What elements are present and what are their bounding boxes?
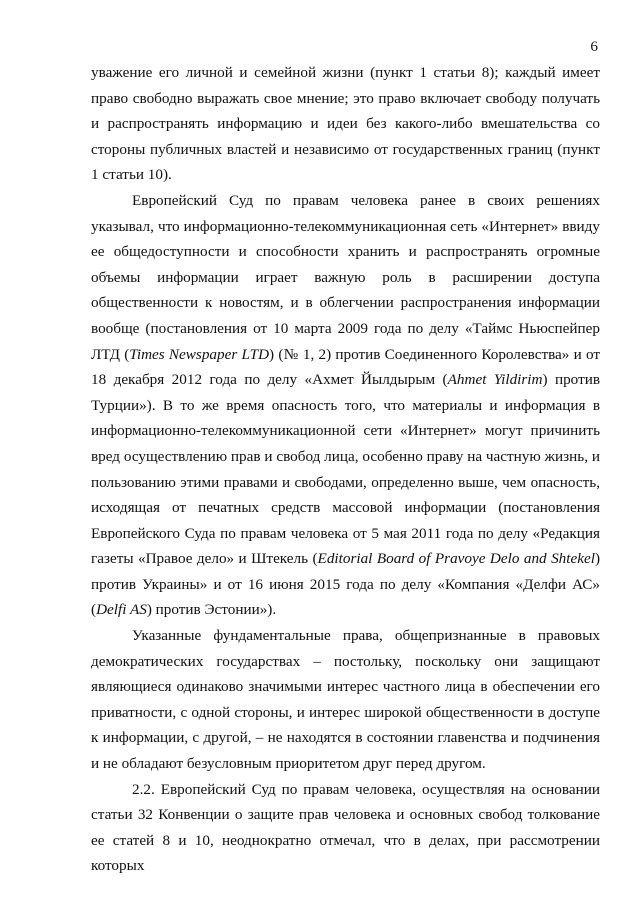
italic-text: Editorial Board of Pravoye Delo and Shtekel [317, 550, 595, 568]
italic-text: Ahmet Yildirim [447, 371, 543, 389]
page-number: 6 [590, 38, 598, 55]
text-run: уважение его личной и семейной жизни (пункт 1 статьи 8); каждый имеет право свободно выражать свое мнение; это право включает свободу получать и распространять информацию и идеи без какого-либо вмешательства со стороны публичных властей и независимо от государственных границ (пункт 1 статьи 10). [91, 64, 600, 184]
paragraph [91, 60, 600, 188]
text-run: ) (№ 1, 2) против Соединенного Королевства» и от 18 декабря 2012 года по делу «Ахмет Йылдырым ( [91, 345, 600, 389]
text-run: 2.2. Европейский Суд по правам человека, осуществляя на основании статьи 32 Конвенции о защите прав человека и основных свобод толкование ее статей 8 и 10, неоднократно отмечал, что в делах, при рассмотрении которых [91, 780, 600, 875]
text-run: ) против Украины» и от 16 июня 2015 года по делу «Компания «Делфи АС» ( [91, 550, 600, 619]
document-body [91, 60, 600, 879]
text-run: Европейский Суд по правам человека ранее в своих решениях указывал, что информационно-телекоммуникационная сеть «Интернет» ввиду ее общедоступности и способности хранить и распространять огромные объемы информации играет важную роль в расширении доступа общественности к новостям, и в облегчении распространения информации вообще (постановления от 10 марта 2009 года по делу «Таймс Ньюспейпер ЛТД ( [91, 191, 600, 363]
paragraph [91, 777, 600, 879]
paragraph [91, 623, 600, 777]
text-run: Указанные фундаментальные права, общепризнанные в правовых демократических государствах – постольку, поскольку они защищают являющиеся одинаково значимыми интерес частного лица в обеспечении его приватности, с одной стороны, и интерес широкой общественности в доступе к информации, с другой, – не находятся в состоянии главенства и подчинения и не обладают безусловным приоритетом друг перед другом. [91, 627, 600, 773]
text-run: ) против Турции»). В то же время опасность того, что материалы и информация в информационно-телекоммуникационной сети «Интернет» могут причинить вред осуществлению прав и свобод лица, особенно праву на частную жизнь, и пользованию этими правами и свободами, определенно выше, чем опасность, исходящая от печатных средств массовой информации (постановления Европейского Суда по правам человека от 5 мая 2011 года по делу «Редакция газеты «Правое дело» и Штекель ( [91, 371, 600, 568]
italic-text: Times Newspaper LTD [129, 345, 270, 363]
italic-text: Delfi AS [96, 601, 147, 619]
paragraph [91, 188, 600, 623]
text-run: ) против Эстонии»). [146, 601, 277, 619]
